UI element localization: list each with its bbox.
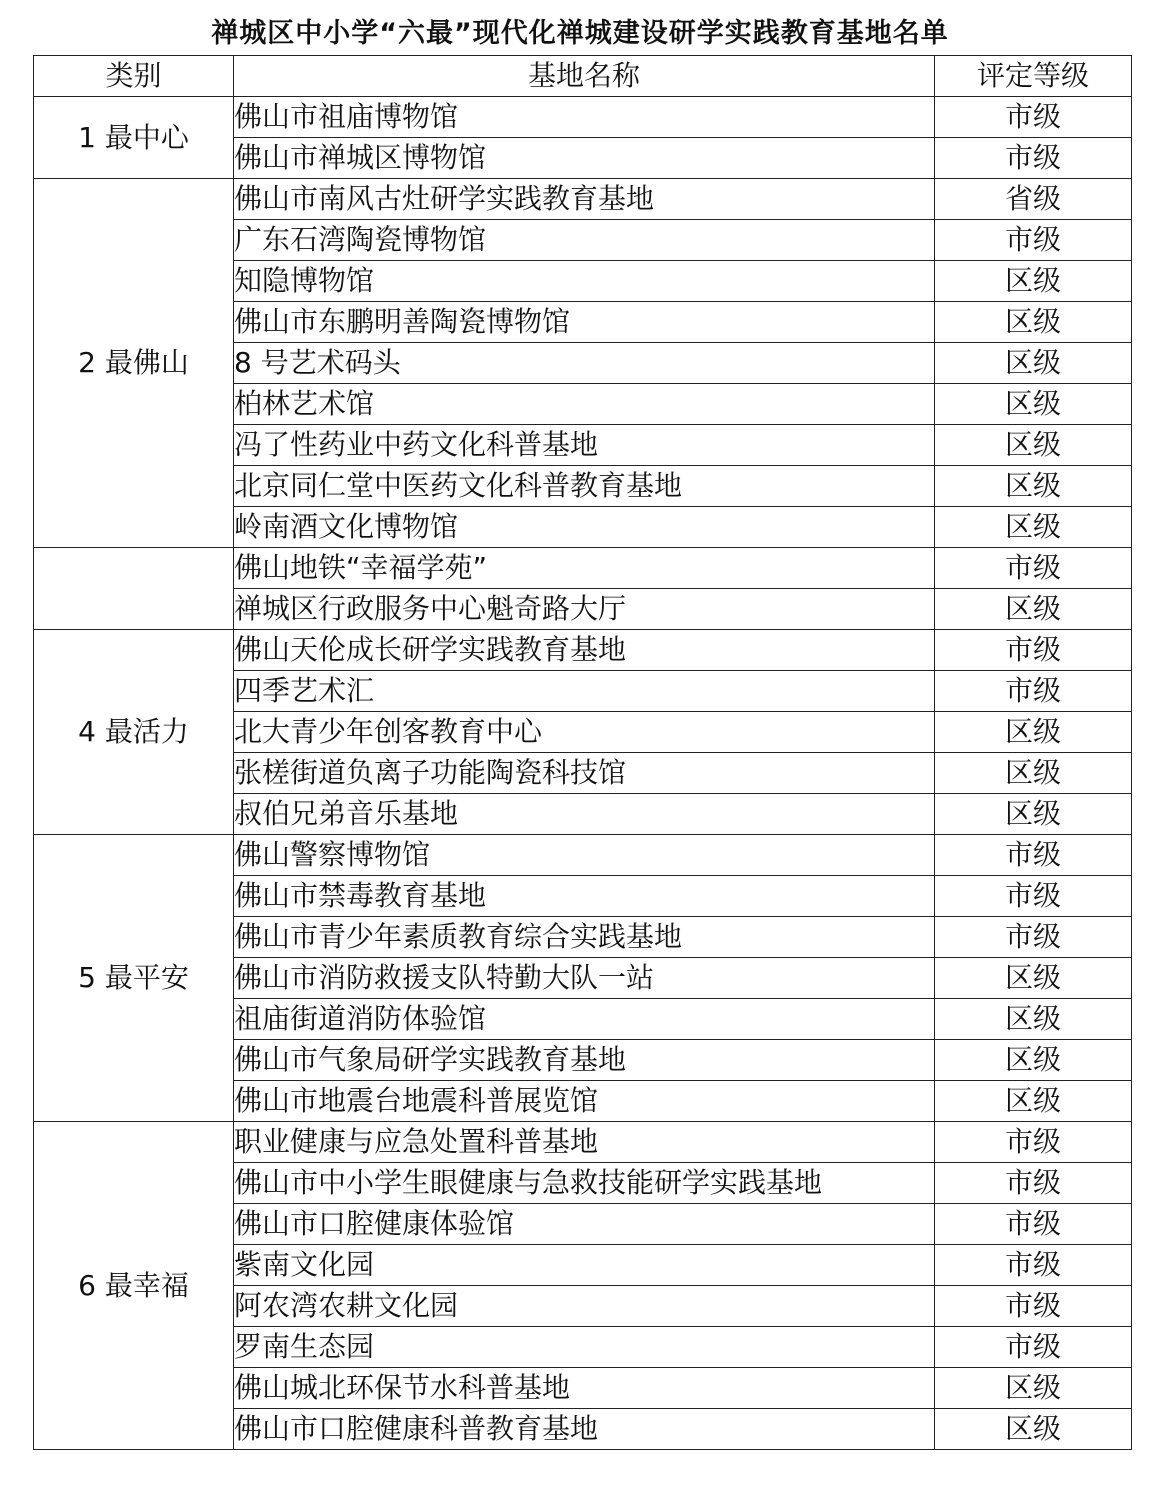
level-cell: 市级 [935,220,1132,261]
base-list-table [33,55,1132,1450]
base-name-cell: 佛山市祖庙博物馆 [234,97,935,138]
level-cell: 市级 [935,630,1132,671]
column-header-level: 评定等级 [935,56,1132,97]
base-name-cell: 广东石湾陶瓷博物馆 [234,220,935,261]
level-cell: 市级 [935,97,1132,138]
base-name-cell: 紫南文化园 [234,1245,935,1286]
column-header-category: 类别 [34,56,234,97]
level-cell: 市级 [935,835,1132,876]
base-name-cell: 佛山市口腔健康科普教育基地 [234,1409,935,1450]
level-cell: 区级 [935,794,1132,835]
base-name-cell: 8 号艺术码头 [234,343,935,384]
base-name-cell: 佛山市禅城区博物馆 [234,138,935,179]
table-header-row [34,56,1132,97]
category-cell [34,548,234,630]
level-cell: 区级 [935,507,1132,548]
base-name-cell: 张槎街道负离子功能陶瓷科技馆 [234,753,935,794]
level-cell: 省级 [935,179,1132,220]
level-cell: 市级 [935,1122,1132,1163]
category-cell: 6 最幸福 [34,1122,234,1450]
level-cell: 区级 [935,1081,1132,1122]
level-cell: 区级 [935,466,1132,507]
level-cell: 区级 [935,384,1132,425]
level-cell: 区级 [935,712,1132,753]
level-cell: 市级 [935,548,1132,589]
level-cell: 区级 [935,1409,1132,1450]
column-header-name: 基地名称 [234,56,935,97]
category-cell: 2 最佛山 [34,179,234,548]
table-row [34,548,1132,589]
level-cell: 市级 [935,671,1132,712]
table-row [34,835,1132,876]
level-cell: 区级 [935,302,1132,343]
base-name-cell: 佛山市地震台地震科普展览馆 [234,1081,935,1122]
base-name-cell: 冯了性药业中药文化科普基地 [234,425,935,466]
level-cell: 市级 [935,1327,1132,1368]
base-name-cell: 佛山市禁毒教育基地 [234,876,935,917]
level-cell: 区级 [935,589,1132,630]
level-cell: 市级 [935,1204,1132,1245]
base-name-cell: 佛山市南风古灶研学实践教育基地 [234,179,935,220]
table-row [34,97,1132,138]
level-cell: 区级 [935,999,1132,1040]
category-cell: 1 最中心 [34,97,234,179]
category-cell: 5 最平安 [34,835,234,1122]
level-cell: 区级 [935,958,1132,999]
base-name-cell: 柏林艺术馆 [234,384,935,425]
level-cell: 市级 [935,1245,1132,1286]
level-cell: 区级 [935,753,1132,794]
page-title: 禅城区中小学“六最”现代化禅城建设研学实践教育基地名单 [211,18,949,49]
category-cell: 4 最活力 [34,630,234,835]
base-name-cell: 禅城区行政服务中心魁奇路大厅 [234,589,935,630]
table-row [34,179,1132,220]
base-name-cell: 佛山市东鹏明善陶瓷博物馆 [234,302,935,343]
level-cell: 区级 [935,425,1132,466]
base-name-cell: 北大青少年创客教育中心 [234,712,935,753]
base-name-cell: 北京同仁堂中医药文化科普教育基地 [234,466,935,507]
base-name-cell: 佛山警察博物馆 [234,835,935,876]
level-cell: 区级 [935,343,1132,384]
level-cell: 市级 [935,138,1132,179]
base-name-cell: 阿农湾农耕文化园 [234,1286,935,1327]
base-name-cell: 佛山地铁“幸福学苑” [234,548,935,589]
table-row [34,1122,1132,1163]
base-name-cell: 叔伯兄弟音乐基地 [234,794,935,835]
level-cell: 区级 [935,261,1132,302]
base-name-cell: 罗南生态园 [234,1327,935,1368]
level-cell: 市级 [935,876,1132,917]
base-name-cell: 佛山城北环保节水科普基地 [234,1368,935,1409]
table-body [34,97,1132,1450]
base-name-cell: 佛山市气象局研学实践教育基地 [234,1040,935,1081]
base-name-cell: 佛山市中小学生眼健康与急救技能研学实践基地 [234,1163,935,1204]
base-name-cell: 佛山市口腔健康体验馆 [234,1204,935,1245]
base-name-cell: 四季艺术汇 [234,671,935,712]
base-name-cell: 佛山天伦成长研学实践教育基地 [234,630,935,671]
level-cell: 市级 [935,1163,1132,1204]
base-name-cell: 岭南酒文化博物馆 [234,507,935,548]
base-name-cell: 佛山市青少年素质教育综合实践基地 [234,917,935,958]
level-cell: 区级 [935,1368,1132,1409]
table-row [34,630,1132,671]
base-name-cell: 佛山市消防救援支队特勤大队一站 [234,958,935,999]
base-name-cell: 知隐博物馆 [234,261,935,302]
level-cell: 市级 [935,917,1132,958]
base-name-cell: 祖庙街道消防体验馆 [234,999,935,1040]
level-cell: 市级 [935,1286,1132,1327]
level-cell: 区级 [935,1040,1132,1081]
base-name-cell: 职业健康与应急处置科普基地 [234,1122,935,1163]
